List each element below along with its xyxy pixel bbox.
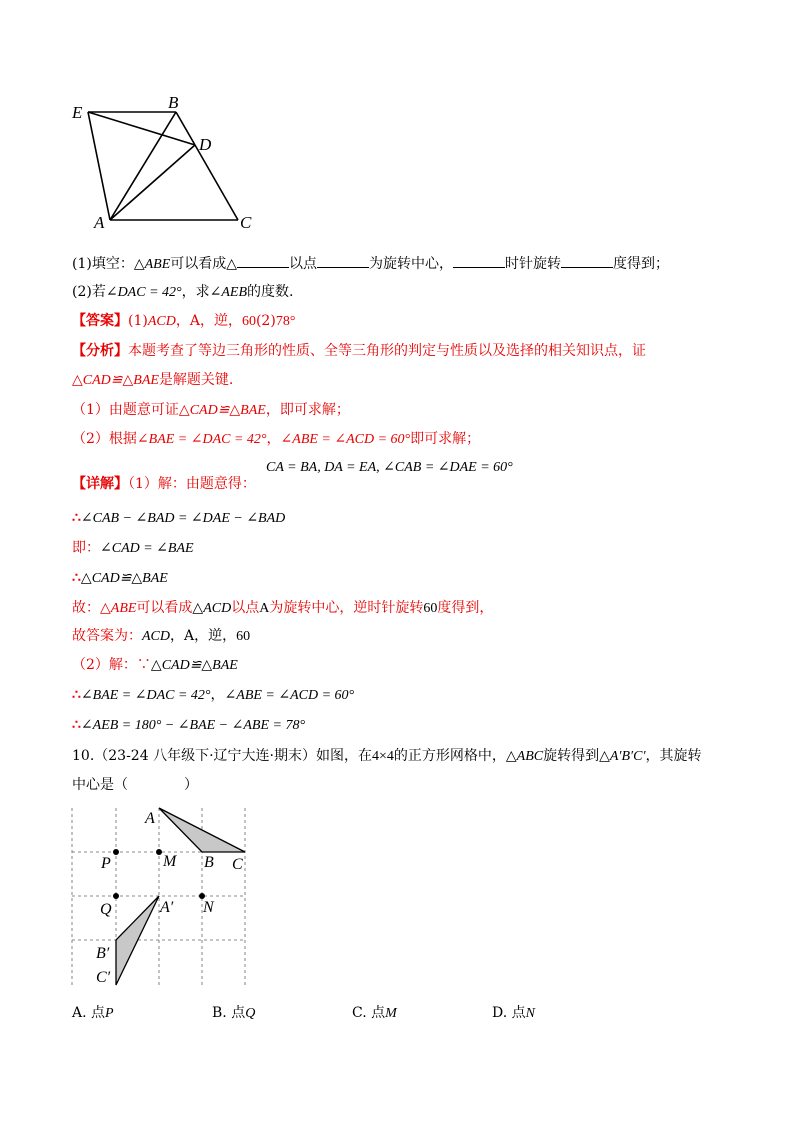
analysis-line2: △CAD≌△BAE是解题关键. <box>72 372 234 388</box>
detail-float-math: CA = BA, DA = EA, ∠CAB = ∠DAE = 60° <box>266 460 513 475</box>
detail-line3: 即：∠CAD = ∠BAE <box>72 540 194 556</box>
answer-line: 【答案】(1)ACD，A，逆，60(2)78° <box>72 313 296 329</box>
analysis-step2: （2）根据∠BAE = ∠DAC = 42°，∠ABE = ∠ACD = 60°即可求解； <box>72 431 481 447</box>
q1-part1: (1)填空：△ABE可以看成△ 以点 为旋转中心， 时针旋转 度得到； <box>72 253 669 275</box>
option-a[interactable]: A. 点P <box>72 1005 114 1021</box>
option-c[interactable]: C. 点M <box>352 1005 397 1021</box>
label-M: M <box>163 853 177 870</box>
detail-line7: （2）解：∵△CAD≌△BAE <box>72 657 238 673</box>
detail-line1: 【详解】（1）解：由题意得： <box>72 476 256 492</box>
label-E: E <box>72 103 83 122</box>
q1-part2: (2)若∠DAC = 42°，求∠AEB的度数. <box>72 284 294 300</box>
point-P <box>113 849 119 855</box>
detail-line5: 故：△ABE可以看成△ACD以点A为旋转中心，逆时针旋转60度得到， <box>72 600 494 616</box>
label-C-prime: C′ <box>96 969 111 986</box>
label-A: A <box>94 213 105 232</box>
detail-line9: ∴∠AEB = 180° − ∠BAE − ∠ABE = 78° <box>72 717 306 733</box>
label-B-prime: B′ <box>96 945 110 962</box>
label-N: N <box>203 899 214 916</box>
label-C: C <box>240 213 252 232</box>
label-B: B <box>168 93 179 112</box>
label-A-prime: A′ <box>160 899 174 916</box>
detail-line8: ∴∠BAE = ∠DAC = 42°，∠ABE = ∠ACD = 60° <box>72 687 355 703</box>
option-b[interactable]: B. 点Q <box>212 1005 256 1021</box>
detail-line6: 故答案为：ACD，A，逆，60 <box>72 628 251 644</box>
option-d[interactable]: D. 点N <box>492 1005 535 1021</box>
detail-line2: ∴∠CAB − ∠BAD = ∠DAE − ∠BAD <box>72 510 286 526</box>
label-C-top: C <box>232 856 243 873</box>
detail-line4: ∴△CAD≌△BAE <box>72 570 168 586</box>
triangle-A1B1C1 <box>116 896 159 985</box>
q10-line2: 中心是（ ） <box>72 777 198 793</box>
label-D: D <box>199 135 212 154</box>
analysis-line1: 【分析】本题考查了等边三角形的性质、全等三角形的判定与性质以及选择的相关知识点，证 <box>72 343 646 359</box>
analysis-step1: （1）由题意可证△CAD≌△BAE，即可求解； <box>72 402 350 418</box>
label-Q: Q <box>100 901 112 918</box>
label-P: P <box>101 855 111 872</box>
label-B-top: B <box>204 854 214 871</box>
label-A-top: A <box>145 810 155 827</box>
point-M <box>156 849 162 855</box>
point-Q <box>113 893 119 899</box>
q10-line1: 10.（23-24 八年级下·辽宁大连·期末）如图，在4×4的正方形网格中，△ABC旋转得到△A′B′C′，其旋转 <box>72 748 702 764</box>
